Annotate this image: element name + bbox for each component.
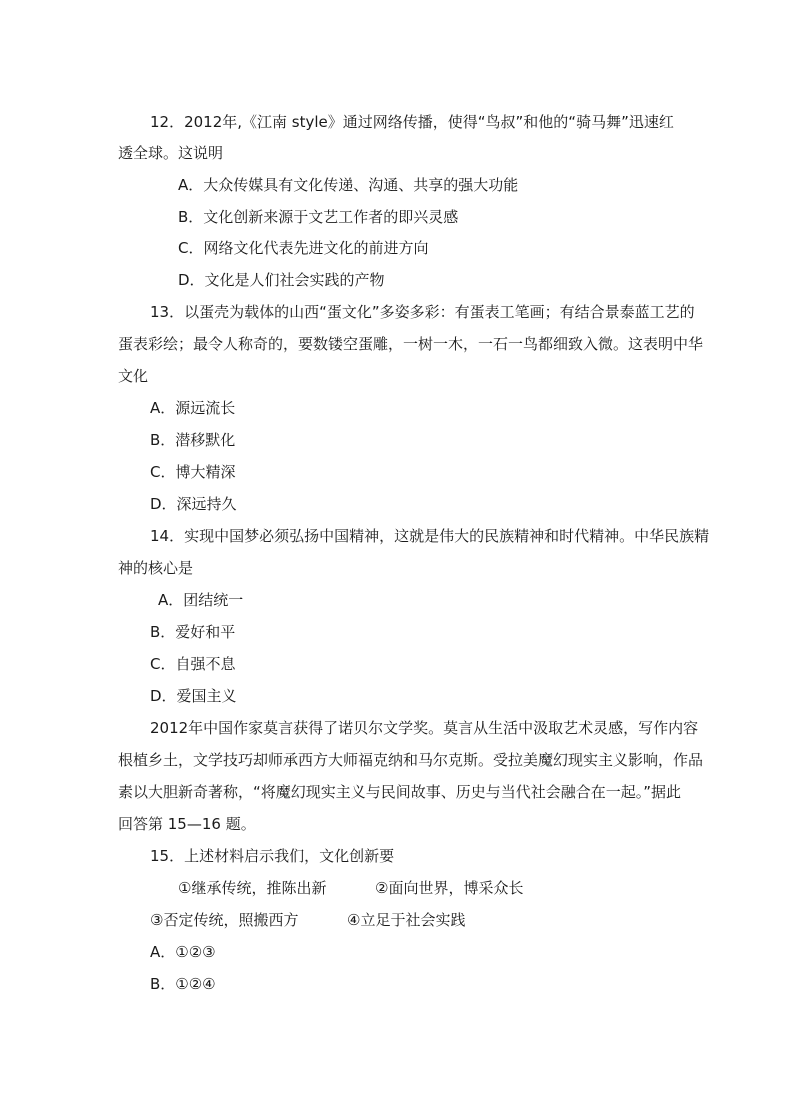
q14-option-b: B．爱好和平 [150,623,236,641]
q14-option-a: A．团结统一 [158,591,244,609]
material-line1: 2012年中国作家莫言获得了诺贝尔文学奖。莫言从生活中汲取艺术灵感，写作内容 [150,719,699,737]
q12-stem-line1: 12．2012年,《江南 style》通过网络传播，使得“鸟叔”和他的“骑马舞”迅速红 [150,113,674,131]
q13-option-b: B．潜移默化 [150,431,236,449]
material-line2: 根植乡土，文学技巧却师承西方大师福克纳和马尔克斯。受拉美魔幻现实主义影响，作品 [118,751,704,769]
q13-stem-line3: 文化 [118,367,149,385]
q12-option-d: D．文化是人们社会实践的产物 [178,271,385,289]
q14-option-c: C．自强不息 [150,655,236,673]
q13-stem-line2: 蛋表彩绘；最令人称奇的，要数镂空蛋雕，一树一木，一石一鸟都细致入微。这表明中华 [118,335,704,353]
q15-item-2: ②面向世界，博采众长 [375,879,524,897]
material-line3: 素以大胆新奇著称，“将魔幻现实主义与民间故事、历史与当代社会融合在一起。”据此 [118,783,682,801]
q12-option-c: C．网络文化代表先进文化的前进方向 [178,239,429,257]
q15-item-3: ③否定传统，照搬西方 [150,911,299,929]
q15-stem-line1: 15．上述材料启示我们，文化创新要 [150,847,395,865]
q13-option-c: C．博大精深 [150,463,236,481]
q15-option-b: B．①②④ [150,975,216,993]
q13-option-d: D．深远持久 [150,495,237,513]
q13-stem-line1: 13．以蛋壳为载体的山西“蛋文化”多姿多彩：有蛋表工笔画；有结合景泰蓝工艺的 [150,303,695,321]
q14-stem-line2: 神的核心是 [118,559,194,577]
q12-option-b: B．文化创新来源于文艺工作者的即兴灵感 [178,208,459,226]
q12-stem-line2: 透全球。这说明 [118,144,224,162]
q14-stem-line1: 14．实现中国梦必须弘扬中国精神，这就是伟大的民族精神和时代精神。中华民族精 [150,527,710,545]
q13-option-a: A．源远流长 [150,399,236,417]
q15-option-a: A．①②③ [150,943,216,961]
q15-item-4: ④立足于社会实践 [347,911,466,929]
material-line4: 回答第 15—16 题。 [118,815,256,833]
q14-option-d: D．爱国主义 [150,687,237,705]
q12-option-a: A．大众传媒具有文化传递、沟通、共享的强大功能 [178,176,519,194]
q15-item-1: ①继承传统，推陈出新 [178,879,327,897]
